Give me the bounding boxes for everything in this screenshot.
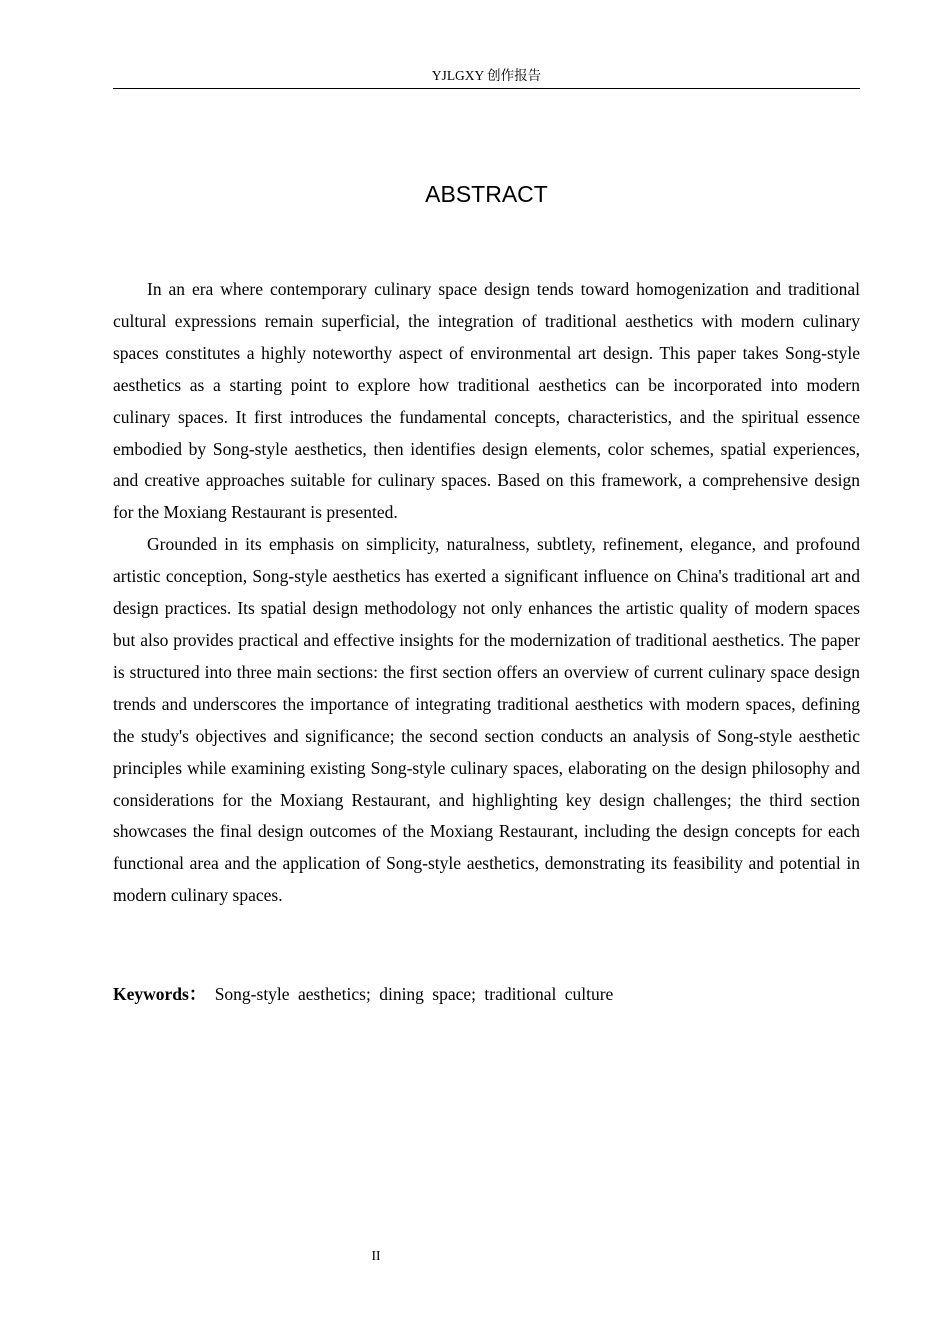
- abstract-paragraph-1: In an era where contemporary culinary space design tends toward homogenization and traditional cultural expressions remain superficial, the integration of traditional aesthetics with modern culinary spaces constitutes a highly noteworthy aspect of environmental art design. This paper takes Song-style aesthetics as a starting point to explore how traditional aesthetics can be incorporated into modern culinary spaces. It first introduces the fundamental concepts, characteristics, and the spiritual essence embodied by Song-style aesthetics, then identifies design elements, color schemes, spatial experiences, and creative approaches suitable for culinary spaces. Based on this framework, a comprehensive design for the Moxiang Restaurant is presented.: [113, 279, 860, 523]
- keywords-label: Keywords：: [113, 984, 207, 1004]
- abstract-body: [113, 274, 860, 912]
- page-header: [113, 66, 860, 89]
- header-text: YJLGXY 创作报告: [431, 68, 542, 83]
- abstract-title: ABSTRACT: [425, 181, 548, 207]
- keywords-line: [113, 978, 860, 1010]
- keywords-value: Song-style aesthetics; dining space; traditional culture: [214, 984, 614, 1004]
- page-number: II: [371, 1248, 381, 1263]
- abstract-paragraph-2: Grounded in its emphasis on simplicity, naturalness, subtlety, refinement, elegance, and profound artistic conception, Song-style aesthetics has exerted a significant influence on China's traditional art and design practices. Its spatial design methodology not only enhances the artistic quality of modern spaces but also provides practical and effective insights for the modernization of traditional aesthetics. The paper is structured into three main sections: the first section offers an overview of current culinary space design trends and underscores the importance of integrating traditional aesthetics with modern spaces, defining the study's objectives and significance; the second section conducts an analysis of Song-style aesthetic principles while examining existing Song-style culinary spaces, elaborating on the design philosophy and considerations for the Moxiang Restaurant, and highlighting key design challenges; the third section showcases the final design outcomes of the Moxiang Restaurant, including the design concepts for each functional area and the application of Song-style aesthetics, demonstrating its feasibility and potential in modern culinary spaces.: [113, 534, 860, 906]
